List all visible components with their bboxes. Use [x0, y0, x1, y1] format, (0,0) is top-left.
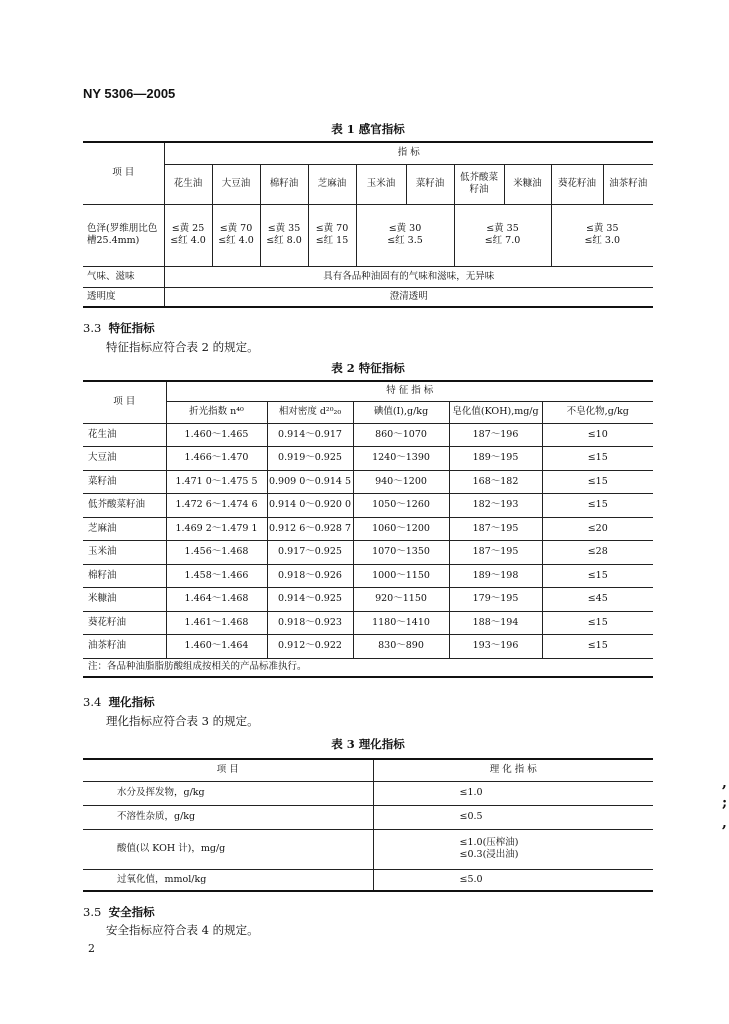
- red-value: ≤红 15: [315, 235, 349, 246]
- table2-row-name: 玉米油: [83, 541, 166, 565]
- section-3-3-heading: [83, 320, 155, 336]
- table2-cell: ≤45: [542, 588, 653, 612]
- table2-cell: 1060～1200: [353, 517, 449, 541]
- section-number: 3.5: [83, 905, 102, 919]
- table2-cell: 1.458～1.466: [166, 564, 267, 588]
- table2-cell: ≤15: [542, 447, 653, 471]
- table2-cell: 1.464～1.468: [166, 588, 267, 612]
- table1-color-cell: [212, 204, 260, 266]
- section-title: 特征指标: [108, 321, 155, 335]
- red-value: ≤红 4.0: [170, 235, 206, 246]
- table2-row: [83, 494, 653, 518]
- table2-cell: 0.909 0～0.914 5: [267, 470, 353, 494]
- table2-row-name: 葵花籽油: [83, 611, 166, 635]
- yellow-value: ≤黄 35: [585, 223, 619, 235]
- section-3-3-text: 特征指标应符合表 2 的规定。: [106, 340, 259, 354]
- table2-cell: 1.460～1.465: [166, 423, 267, 447]
- red-value: ≤红 7.0: [484, 235, 521, 246]
- table1-clarity-label: 透明度: [83, 287, 164, 307]
- table2-cell: 168～182: [449, 470, 542, 494]
- table2-row-name: 油茶籽油: [83, 635, 166, 659]
- table2-group-header: 特 征 指 标: [166, 381, 653, 401]
- table2-cell: 0.914～0.917: [267, 423, 353, 447]
- table1-color-cell: [454, 204, 551, 266]
- table2-cell: 0.912 6～0.928 7: [267, 517, 353, 541]
- yellow-value: ≤黄 70: [219, 223, 253, 235]
- yellow-value: ≤黄 25: [171, 223, 205, 235]
- table3-item-header: 项 目: [83, 759, 373, 781]
- table2-cell: 189～198: [449, 564, 542, 588]
- table2-cell: ≤10: [542, 423, 653, 447]
- standard-number: NY 5306—2005: [83, 86, 176, 101]
- table2-row: [83, 447, 653, 471]
- table2-cell: ≤20: [542, 517, 653, 541]
- table2-cell: 1180～1410: [353, 611, 449, 635]
- table2-col: 碘值(I),g/kg: [353, 401, 449, 423]
- table2-cell: ≤15: [542, 635, 653, 659]
- yellow-value: ≤黄 30: [388, 223, 422, 235]
- section-3-4-text: 理化指标应符合表 3 的规定。: [106, 714, 259, 728]
- table2-cell: 187～195: [449, 517, 542, 541]
- table2-cell: 0.919～0.925: [267, 447, 353, 471]
- table2-col: 皂化值(KOH),mg/g: [449, 401, 542, 423]
- yellow-value: ≤黄 35: [486, 223, 519, 235]
- table2-row: [83, 564, 653, 588]
- table3-value-header: 理 化 指 标: [373, 759, 653, 781]
- table2-row: [83, 517, 653, 541]
- table1-col: 棉籽油: [260, 164, 308, 204]
- section-title: 理化指标: [108, 695, 155, 709]
- edge-mark: ,: [722, 815, 727, 831]
- edge-mark: ;: [722, 795, 728, 811]
- section-title: 安全指标: [108, 905, 155, 919]
- table2-cell: 920～1150: [353, 588, 449, 612]
- table1-color-cell: [260, 204, 308, 266]
- table2-cell: 189～195: [449, 447, 542, 471]
- table2-cell: 187～195: [449, 541, 542, 565]
- table2-cell: ≤15: [542, 611, 653, 635]
- table1-color-label: 色泽(罗维朋比色槽25.4mm): [83, 204, 164, 266]
- section-3-4-heading: [83, 694, 155, 710]
- table2-row-name: 低芥酸菜籽油: [83, 494, 166, 518]
- table2-cell: 1.469 2～1.479 1: [166, 517, 267, 541]
- table1-group-header: 指 标: [164, 142, 653, 164]
- edge-mark: ,: [722, 775, 727, 791]
- table2-cell: 1.460～1.464: [166, 635, 267, 659]
- yellow-value: ≤黄 35: [267, 223, 301, 235]
- table1-col: 油茶籽油: [603, 164, 653, 204]
- table1-color-cell: [164, 204, 212, 266]
- section-3-5-heading: [83, 904, 155, 920]
- table2-cell: 0.917～0.925: [267, 541, 353, 565]
- table1-color-cell: [551, 204, 653, 266]
- table2-cell: 830～890: [353, 635, 449, 659]
- table2-cell: 0.912～0.922: [267, 635, 353, 659]
- table2-row: [83, 541, 653, 565]
- table2-row: [83, 635, 653, 659]
- table3-row-value: [373, 829, 653, 869]
- table1-color-cell: [308, 204, 356, 266]
- table2-cell: 1070～1350: [353, 541, 449, 565]
- table1-col: 菜籽油: [406, 164, 454, 204]
- table2-cell: 1000～1150: [353, 564, 449, 588]
- table1-clarity-value: 澄清透明: [164, 287, 653, 307]
- table2-row-name: 花生油: [83, 423, 166, 447]
- table2-cell: 0.918～0.923: [267, 611, 353, 635]
- table3-row-value: ≤5.0: [373, 869, 653, 891]
- table2-cell: 1.472 6～1.474 6: [166, 494, 267, 518]
- table2-cell: 1.461～1.468: [166, 611, 267, 635]
- table3-row-name: 过氧化值，mmol/kg: [83, 869, 373, 891]
- table2-cell: 179～195: [449, 588, 542, 612]
- red-value: ≤红 3.0: [584, 235, 621, 246]
- table2-note: 注：各品种油脂脂肪酸组成按相关的产品标准执行。: [83, 658, 653, 677]
- table2-row-name: 大豆油: [83, 447, 166, 471]
- table3-row-value: ≤1.0: [373, 781, 653, 805]
- table2-cell: ≤15: [542, 494, 653, 518]
- value-line: ≤1.0(压榨油): [459, 837, 519, 849]
- table2-row: [83, 423, 653, 447]
- table2-cell: 940～1200: [353, 470, 449, 494]
- table2-cell: 860～1070: [353, 423, 449, 447]
- table1-col: 花生油: [164, 164, 212, 204]
- table2-cell: 188～194: [449, 611, 542, 635]
- table3-row-name: 水分及挥发物，g/kg: [83, 781, 373, 805]
- table2-cell: 1240～1390: [353, 447, 449, 471]
- table1-col: 芝麻油: [308, 164, 356, 204]
- table2-cell: ≤15: [542, 470, 653, 494]
- table2-cell: 182～193: [449, 494, 542, 518]
- table2-row-name: 棉籽油: [83, 564, 166, 588]
- table1-col: 葵花籽油: [551, 164, 603, 204]
- value-line: ≤0.3(浸出油): [459, 849, 519, 860]
- table2-cell: 1.456～1.468: [166, 541, 267, 565]
- yellow-value: ≤黄 70: [315, 223, 349, 235]
- page-number: 2: [88, 942, 95, 955]
- table3: [83, 758, 653, 892]
- table2-cell: 187～196: [449, 423, 542, 447]
- table1-item-header: 项 目: [83, 142, 164, 204]
- table1: [83, 141, 653, 308]
- table2-cell: ≤28: [542, 541, 653, 565]
- table1-caption: 表 1 感官指标: [331, 122, 405, 136]
- table2-row-name: 芝麻油: [83, 517, 166, 541]
- table2-row: [83, 588, 653, 612]
- red-value: ≤红 3.5: [387, 235, 423, 246]
- table1-col: 低芥酸菜籽油: [454, 164, 504, 204]
- table2-cell: ≤15: [542, 564, 653, 588]
- table2-row: [83, 611, 653, 635]
- table3-row-value: ≤0.5: [373, 805, 653, 829]
- table3-caption: 表 3 理化指标: [331, 737, 405, 751]
- table2-item-header: 项 目: [83, 381, 166, 423]
- table2-cell: 0.914 0～0.920 0: [267, 494, 353, 518]
- table1-col: 玉米油: [356, 164, 406, 204]
- table2-caption: 表 2 特征指标: [331, 361, 405, 375]
- table2-col: 折光指数 n⁴⁰: [166, 401, 267, 423]
- table2: [83, 380, 653, 678]
- red-value: ≤红 4.0: [218, 235, 254, 246]
- section-number: 3.4: [83, 695, 102, 709]
- table1-color-cell: [356, 204, 454, 266]
- table2-cell: 1.466～1.470: [166, 447, 267, 471]
- section-3-5-text: 安全指标应符合表 4 的规定。: [106, 923, 259, 937]
- table2-cell: 193～196: [449, 635, 542, 659]
- table2-row: [83, 470, 653, 494]
- table2-cell: 1.471 0～1.475 5: [166, 470, 267, 494]
- table2-row-name: 菜籽油: [83, 470, 166, 494]
- table1-col: 大豆油: [212, 164, 260, 204]
- table3-row-name: 酸值(以 KOH 计)，mg/g: [83, 829, 373, 869]
- table2-cell: 0.914～0.925: [267, 588, 353, 612]
- table2-col: 不皂化物,g/kg: [542, 401, 653, 423]
- table1-odor-value: 具有各品种油固有的气味和滋味，无异味: [164, 266, 653, 287]
- table1-col: 米糠油: [504, 164, 551, 204]
- table2-cell: 1050～1260: [353, 494, 449, 518]
- table2-col: 相对密度 d²⁰₂₀: [267, 401, 353, 423]
- table2-row-name: 米糠油: [83, 588, 166, 612]
- table2-cell: 0.918～0.926: [267, 564, 353, 588]
- table1-odor-label: 气味、滋味: [83, 266, 164, 287]
- table3-row-name: 不溶性杂质，g/kg: [83, 805, 373, 829]
- red-value: ≤红 8.0: [266, 235, 302, 246]
- section-number: 3.3: [83, 321, 102, 335]
